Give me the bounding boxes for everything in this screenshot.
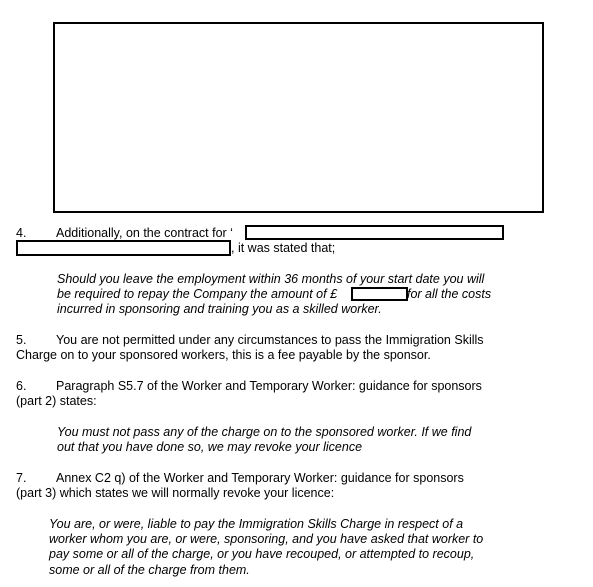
para6-quote-line1: You must not pass any of the charge on to the sponsored worker. If we find [57, 425, 472, 439]
para7-line1 [16, 471, 464, 486]
para7-line2: (part 3) which states we will normally revoke your licence: [16, 486, 335, 500]
para7-number: 7. [16, 471, 27, 485]
para7-quote-line1: You are, or were, liable to pay the Immigration Skills Charge in respect of a [49, 517, 464, 531]
para7-quote-line3: pay some or all of the charge, or you have recouped, or attempted to recoup, [49, 547, 475, 561]
para6-text1: Paragraph S5.7 of the Worker and Temporary Worker: guidance for sponsors [56, 379, 482, 393]
redacted-amount [351, 287, 408, 301]
para5-line1 [16, 333, 484, 348]
para5-text1: You are not permitted under any circumstances to pass the Immigration Skills [56, 333, 484, 347]
para4-line1 [16, 226, 233, 241]
redacted-contract-name [245, 225, 504, 240]
para4-quote-line2 [57, 287, 337, 302]
para4-quote-line1: Should you leave the employment within 36 months of your start date you will [57, 272, 485, 286]
para4-quote-line2-pre: be required to repay the Company the amount of £ [57, 287, 338, 301]
para4-tail: , it was stated that; [231, 241, 336, 255]
para4-number: 4. [16, 226, 27, 240]
para7-quote-line2: worker whom you are, or were, sponsoring, and you have asked that worker to [49, 532, 484, 546]
para6-line2: (part 2) states: [16, 394, 97, 408]
para7-quote-line4: some or all of the charge from them. [49, 563, 250, 577]
para4-quote-line2-post: for all the costs [407, 287, 492, 301]
para5-line2: Charge on to your sponsored workers, this is a fee payable by the sponsor. [16, 348, 431, 362]
para7-text1: Annex C2 q) of the Worker and Temporary Worker: guidance for sponsors [56, 471, 464, 485]
para6-number: 6. [16, 379, 27, 393]
para4-quote-line3: incurred in sponsoring and training you as a skilled worker. [57, 302, 382, 316]
redacted-contract-name-cont [16, 240, 231, 256]
para4-lead: Additionally, on the contract for ‘ [56, 226, 233, 240]
para6-line1 [16, 379, 482, 394]
para6-quote-line2: out that you have done so, we may revoke your licence [57, 440, 363, 454]
redacted-block-top [53, 22, 544, 213]
para5-number: 5. [16, 333, 27, 347]
